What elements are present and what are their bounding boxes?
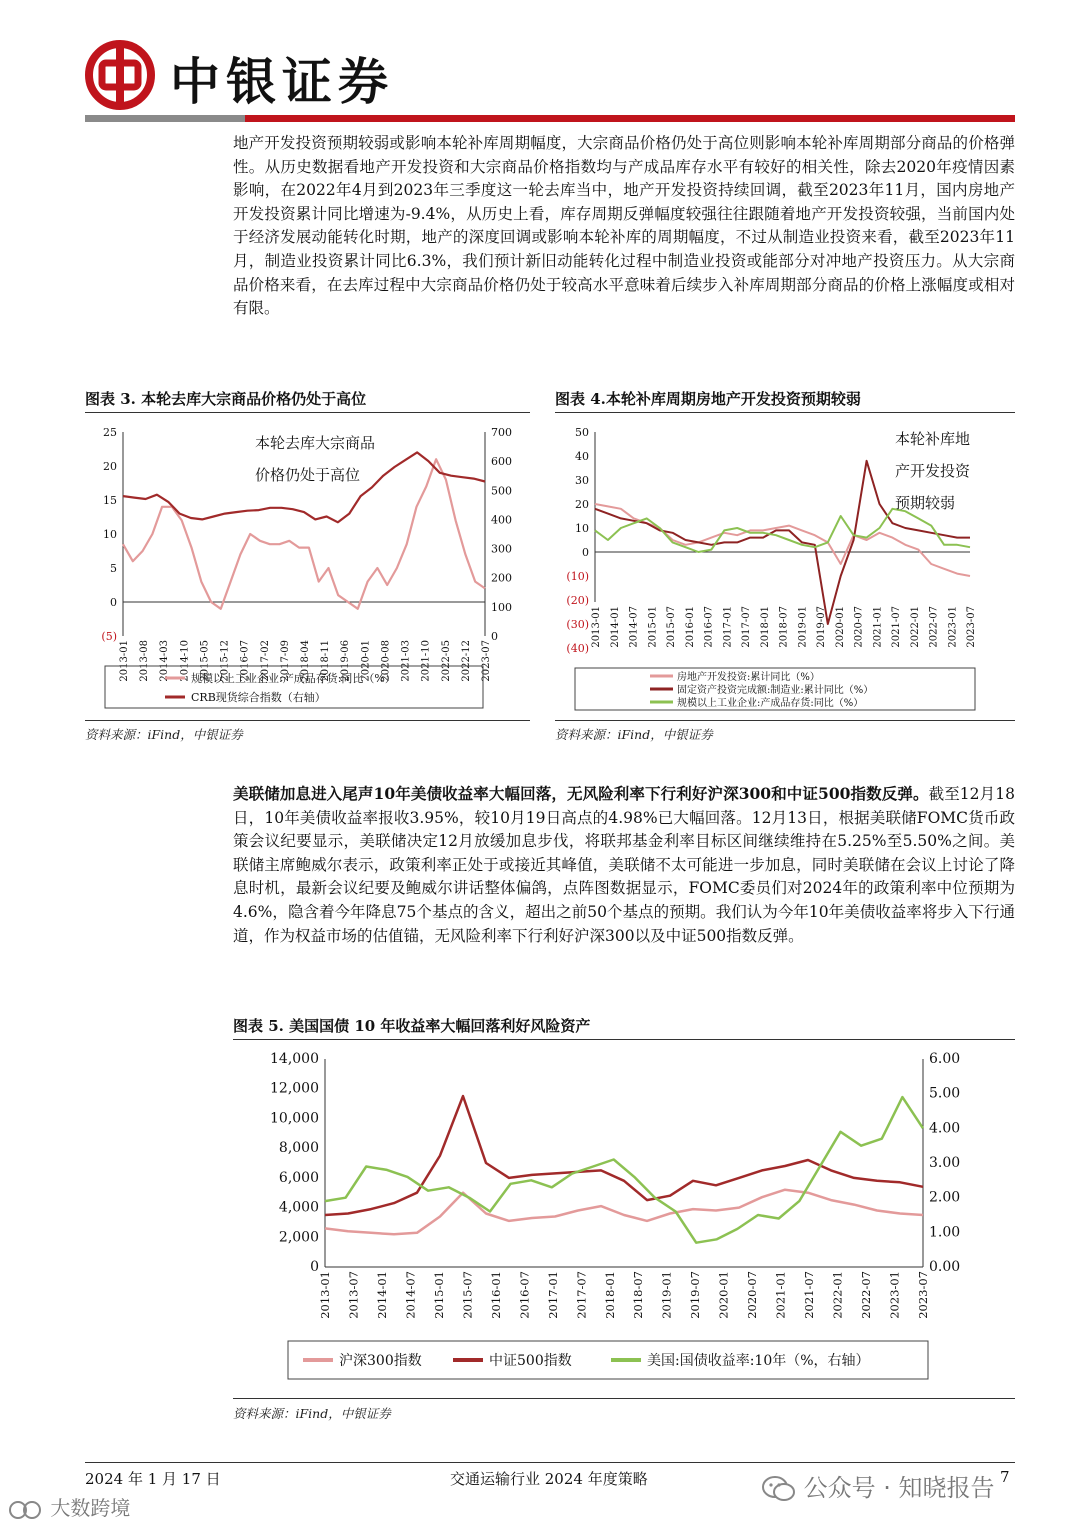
fig3-x-tick: 2022-05 bbox=[440, 640, 452, 682]
fig5-x-tick: 2023-07 bbox=[916, 1271, 930, 1319]
body-paragraph-2 bbox=[233, 782, 1015, 948]
fig5-x-tick: 2016-01 bbox=[488, 1271, 503, 1319]
fig3-x-tick: 2013-01 bbox=[119, 640, 130, 682]
fig4-y-tick: (20) bbox=[566, 594, 589, 607]
figure-3-annotation-line-1: 本轮去库大宗商品 bbox=[255, 434, 376, 452]
fig5-x-tick: 2015-01 bbox=[431, 1271, 446, 1319]
fig5-x-tick: 2020-07 bbox=[745, 1271, 760, 1319]
fig4-x-tick: 2017-07 bbox=[741, 606, 752, 648]
fig4-y-tick: 50 bbox=[575, 426, 589, 439]
fig4-x-tick: 2014-01 bbox=[609, 606, 621, 648]
fig5-y2-tick: 2.00 bbox=[929, 1189, 961, 1206]
fig5-x-tick: 2014-01 bbox=[374, 1271, 389, 1319]
watermark-right-text: 公众号 · 知晓报告 bbox=[803, 1474, 995, 1502]
fig3-x-tick: 2017-09 bbox=[279, 640, 291, 682]
fig5-y-tick: 0 bbox=[310, 1259, 319, 1275]
fig5-y2-tick: 5.00 bbox=[929, 1085, 961, 1102]
fig5-y2-tick: 1.00 bbox=[929, 1224, 961, 1241]
figure-5-bottom-rule bbox=[233, 1398, 1015, 1399]
footer-page-number: 7 bbox=[1000, 1468, 1010, 1486]
fig3-y2-tick: 700 bbox=[491, 426, 512, 439]
fig4-x-tick: 2022-01 bbox=[909, 606, 921, 648]
fig5-series-2-line bbox=[325, 1096, 923, 1215]
figure-4-title: 图表 4.本轮补库周期房地产开发投资预期较弱 bbox=[555, 390, 861, 408]
fig4-y-tick: 30 bbox=[575, 474, 589, 487]
body-paragraph-2-text: 截至12月18日，10年美债收益率报收3.95%，较10月19日高点的4.98%已大幅回落。12月13日，根据美联储FOMC货币政策会议纪要显示，美联储决定12月放缓加息步伐，将联邦基金利率目标区间继续维持在5.25%至5.50%之间。美联储主席鲍威尔表示，政策利率正处于或接近其峰值，美联储不太可能进一步加息，同时美联储在会议上讨论了降息时机，最新会议纪要及鲍威尔讲话整体偏鸽，点阵图数据显示，FOMC委员们对2024年的政策利率中位预期为4.6%，隐含着今年降息75个基点的含义，超出之前50个基点的预期。我们认为今年10年美债收益率将步入下行通道，作为权益市场的估值锚，无风险利率下行利好沪深300以及中证500指数反弹。 bbox=[233, 785, 1015, 945]
fig5-x-tick: 2021-01 bbox=[773, 1271, 788, 1319]
fig3-x-tick: 2018-04 bbox=[300, 640, 311, 682]
fig4-x-tick: 2017-01 bbox=[722, 606, 734, 648]
fig4-y-tick: 40 bbox=[575, 450, 589, 463]
figure-4-bottom-rule bbox=[555, 720, 1015, 721]
figure-4-top-rule bbox=[555, 412, 1015, 413]
fig3-y-tick: 20 bbox=[103, 460, 117, 473]
fig5-x-tick: 2022-07 bbox=[859, 1271, 874, 1319]
fig5-x-tick: 2021-07 bbox=[802, 1271, 817, 1319]
fig4-x-tick: 2021-01 bbox=[872, 606, 884, 648]
fig3-y2-tick: 100 bbox=[491, 600, 512, 614]
figure-3-legend-label-2: CRB现货综合指数（右轴） bbox=[191, 691, 326, 704]
fig4-x-tick: 2023-07 bbox=[966, 606, 977, 648]
fig3-x-tick: 2020-01 bbox=[360, 640, 372, 682]
fig4-x-tick: 2016-01 bbox=[684, 606, 696, 648]
fig3-y-tick: 15 bbox=[103, 494, 117, 507]
watermark-left bbox=[8, 1492, 130, 1521]
fig5-y-tick: 8,000 bbox=[278, 1140, 319, 1157]
fig4-series-2-line bbox=[595, 461, 970, 624]
fig3-x-tick: 2019-06 bbox=[340, 640, 352, 682]
fig3-x-tick: 2021-10 bbox=[420, 640, 432, 682]
figure-3-annotation-line-2: 价格仍处于高位 bbox=[255, 466, 361, 484]
fig5-x-tick: 2013-01 bbox=[318, 1271, 332, 1319]
watermark-right bbox=[762, 1468, 995, 1503]
fig4-x-tick: 2014-07 bbox=[628, 606, 640, 648]
fig3-y2-tick: 200 bbox=[491, 571, 512, 585]
footer-date: 2024 年 1 月 17 日 bbox=[85, 1470, 221, 1488]
fig3-x-tick: 2016-07 bbox=[239, 640, 251, 682]
fig4-y-tick: (10) bbox=[566, 570, 589, 583]
body-paragraph-1: 地产开发投资预期较弱或影响本轮补库周期幅度，大宗商品价格仍处于高位则影响本轮补库周期部分商品的价格弹性。从历史数据看地产开发投资和大宗商品价格指数均与产成品库存水平有较好的相关性，除去2020年疫情因素影响，在2022年4月到2023年三季度这一轮去库当中，地产开发投资持续回调，截至2023年11月，国内房地产开发投资累计同比增速为-9.4%，从历史上看，库存周期反弹幅度较强往往跟随着地产开发投资较强，当前国内处于经济发展动能转化时期，地产的深度回调或影响本轮补库的周期幅度，不过从制造业投资来看，截至2023年11月，制造业投资累计同比6.3%，我们预计新旧动能转化过程中制造业投资或能部分对冲地产投资压力。从大宗商品价格来看，在去库过程中大宗商品价格仍处于较高水平意味着后续步入补库周期部分商品的价格上涨幅度或相对有限。 bbox=[233, 134, 1015, 318]
fig5-y2-tick: 0.00 bbox=[929, 1259, 961, 1275]
fig5-y-tick: 10,000 bbox=[270, 1110, 319, 1127]
fig5-y-tick: 2,000 bbox=[278, 1229, 319, 1246]
fig4-y-tick: (30) bbox=[566, 618, 589, 631]
figure-3-title: 图表 3. 本轮去库大宗商品价格仍处于高位 bbox=[85, 390, 367, 408]
figure-4-legend-label-3: 规模以上工业企业:产成品存货:同比（%） bbox=[677, 698, 864, 709]
fig4-x-tick: 2016-07 bbox=[703, 606, 715, 648]
figure-4-annotation-line-3: 预期较弱 bbox=[895, 494, 956, 512]
fig5-y2-tick: 3.00 bbox=[929, 1155, 961, 1171]
fig3-x-tick: 2021-03 bbox=[400, 640, 412, 682]
figure-4-source: 资料来源：iFind，中银证券 bbox=[555, 727, 713, 742]
fig3-y2-tick: 400 bbox=[491, 513, 512, 527]
figure-5-legend-label-3: 美国:国债收益率:10年（%，右轴） bbox=[647, 1353, 870, 1369]
fig4-x-tick: 2021-07 bbox=[891, 606, 902, 648]
fig3-x-tick: 2017-02 bbox=[259, 640, 271, 682]
fig4-y-tick: 20 bbox=[575, 498, 589, 511]
fig4-y-tick: 0 bbox=[582, 546, 589, 559]
fig5-x-tick: 2017-01 bbox=[545, 1271, 560, 1319]
fig4-x-tick: 2022-07 bbox=[928, 606, 940, 648]
fig3-y2-tick: 300 bbox=[491, 542, 512, 556]
body-paragraph-2-lead: 美联储加息进入尾声10年美债收益率大幅回落，无风险利率下行利好沪深300和中证500指数反弹。 bbox=[233, 784, 929, 803]
figure-4-chart bbox=[555, 418, 1015, 718]
fig4-x-tick: 2018-01 bbox=[759, 606, 771, 648]
fig4-x-tick: 2020-01 bbox=[834, 606, 846, 648]
watermark-left-logo-icon bbox=[8, 1499, 44, 1521]
footer-rule bbox=[85, 1462, 1015, 1463]
fig4-x-tick: 2019-01 bbox=[797, 606, 809, 648]
fig5-y-tick: 6,000 bbox=[278, 1169, 319, 1186]
fig3-y2-tick: 500 bbox=[491, 484, 512, 498]
fig5-x-tick: 2014-07 bbox=[403, 1271, 418, 1319]
fig5-x-tick: 2019-07 bbox=[688, 1271, 703, 1319]
figure-5-source: 资料来源：iFind，中银证券 bbox=[233, 1406, 391, 1421]
fig3-y-tick: 5 bbox=[110, 562, 117, 575]
figure-5-top-rule bbox=[233, 1039, 1015, 1040]
fig5-x-tick: 2019-01 bbox=[659, 1271, 674, 1319]
fig3-x-tick: 2022-12 bbox=[460, 640, 472, 682]
fig3-y2-tick: 600 bbox=[491, 455, 512, 469]
fig3-series-2-line bbox=[123, 452, 485, 522]
fig4-y-tick: (40) bbox=[566, 642, 589, 655]
fig4-x-tick: 2013-01 bbox=[591, 606, 602, 648]
fig3-y-tick: 0 bbox=[110, 596, 117, 609]
fig3-x-tick: 2015-12 bbox=[219, 640, 231, 682]
figure-3-bottom-rule bbox=[85, 720, 530, 721]
header-bar-red bbox=[245, 115, 1015, 122]
fig3-y-tick: 10 bbox=[103, 528, 117, 541]
fig3-x-tick: 2020-08 bbox=[380, 640, 392, 682]
fig3-x-tick: 2015-05 bbox=[199, 640, 211, 682]
fig4-y-tick: 10 bbox=[575, 522, 589, 535]
fig4-x-tick: 2020-07 bbox=[853, 606, 865, 648]
fig5-y2-tick: 4.00 bbox=[929, 1120, 961, 1137]
figure-4-legend-label-2: 固定资产投资完成额:制造业:累计同比（%） bbox=[677, 685, 874, 696]
figure-5-chart bbox=[233, 1045, 1015, 1395]
fig5-x-tick: 2013-07 bbox=[346, 1271, 361, 1319]
header-bar-gray bbox=[85, 115, 245, 122]
figure-5-legend-label-1: 沪深300指数 bbox=[339, 1353, 422, 1369]
fig5-x-tick: 2022-01 bbox=[830, 1271, 845, 1319]
fig5-y-tick: 14,000 bbox=[270, 1051, 319, 1067]
fig5-x-tick: 2015-07 bbox=[460, 1271, 475, 1319]
fig5-y-tick: 4,000 bbox=[278, 1199, 319, 1216]
fig5-x-tick: 2016-07 bbox=[517, 1271, 532, 1319]
fig4-x-tick: 2023-01 bbox=[947, 606, 959, 648]
fig3-x-tick: 2013-08 bbox=[139, 640, 151, 682]
fig4-x-tick: 2018-07 bbox=[778, 606, 790, 648]
fig5-x-tick: 2017-07 bbox=[574, 1271, 589, 1319]
fig5-y-tick: 12,000 bbox=[270, 1080, 319, 1097]
fig3-y-tick: 25 bbox=[103, 426, 117, 439]
brand-name: 中银证券 bbox=[170, 52, 394, 111]
fig3-y-tick: (5) bbox=[101, 630, 117, 643]
figure-4-legend-label-1: 房地产开发投资:累计同比（%） bbox=[677, 672, 820, 683]
fig5-series-1-line bbox=[325, 1190, 923, 1235]
watermark-left-text: 大数跨境 bbox=[50, 1496, 131, 1520]
figure-5-legend-label-2: 中证500指数 bbox=[489, 1353, 572, 1369]
fig5-y2-tick: 6.00 bbox=[929, 1051, 961, 1067]
figure-4-annotation-line-2: 产开发投资 bbox=[895, 462, 971, 480]
figure-3-top-rule bbox=[85, 412, 530, 413]
fig3-x-tick: 2018-11 bbox=[320, 640, 332, 682]
fig4-x-tick: 2019-07 bbox=[816, 606, 827, 648]
fig5-x-tick: 2020-01 bbox=[716, 1271, 731, 1319]
figure-5-title: 图表 5. 美国国债 10 年收益率大幅回落利好风险资产 bbox=[233, 1017, 591, 1035]
figure-4-annotation-line-1: 本轮补库地 bbox=[895, 430, 971, 448]
footer-document-title: 交通运输行业 2024 年度策略 bbox=[450, 1470, 648, 1488]
fig4-x-tick: 2015-01 bbox=[647, 606, 659, 648]
fig3-y2-tick: 0 bbox=[491, 630, 498, 643]
figure-3-legend-label-1: 规模以上工业企业:产成品存货:同比（%） bbox=[191, 672, 396, 685]
figure-3-chart bbox=[85, 418, 530, 718]
figure-3-source: 资料来源：iFind，中银证券 bbox=[85, 727, 243, 742]
fig3-x-tick: 2014-03 bbox=[159, 640, 171, 682]
wechat-icon bbox=[762, 1476, 796, 1502]
fig5-x-tick: 2023-01 bbox=[887, 1271, 902, 1319]
fig3-x-tick: 2023-07 bbox=[481, 640, 492, 682]
fig4-x-tick: 2015-07 bbox=[666, 606, 677, 648]
fig3-x-tick: 2014-10 bbox=[179, 640, 191, 682]
fig5-x-tick: 2018-01 bbox=[602, 1271, 617, 1319]
fig5-x-tick: 2018-07 bbox=[631, 1271, 646, 1319]
header bbox=[0, 0, 1080, 125]
bank-of-china-logo-icon bbox=[85, 40, 155, 110]
